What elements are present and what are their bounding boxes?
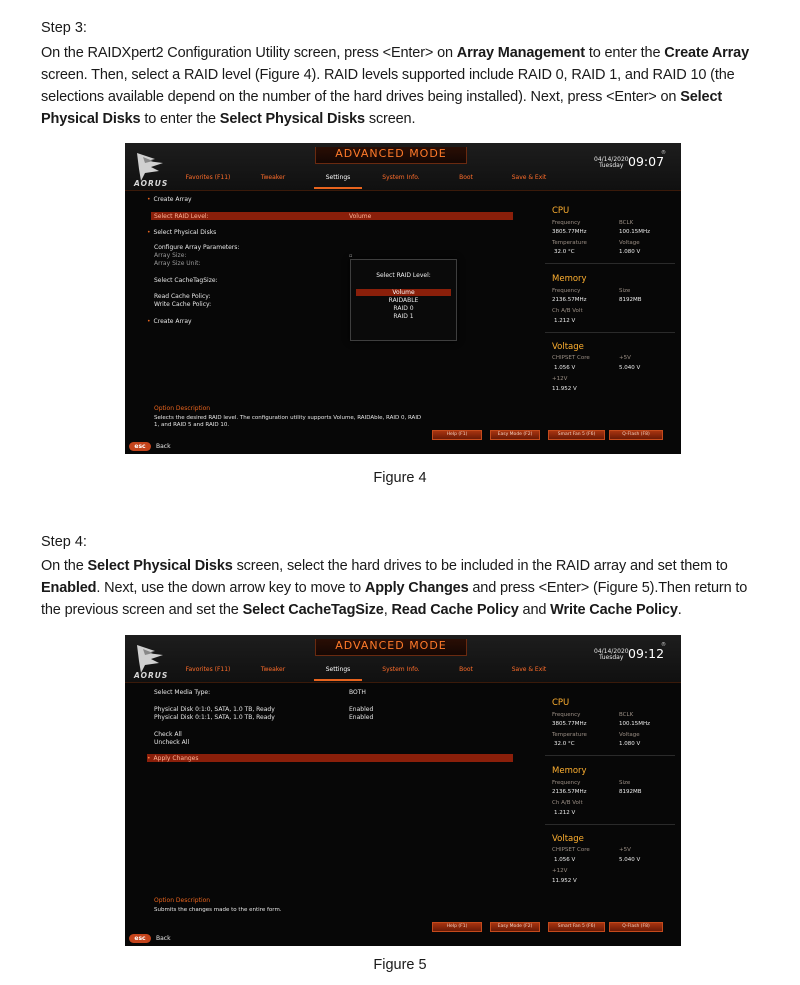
back-label: Back [156,443,171,450]
ch-ab-volt-label: Ch A/B Volt [552,800,583,806]
tab-favorites[interactable]: Favorites (F11) [185,174,231,181]
memory-section-title: Memory [552,766,587,776]
smart-fan-button[interactable]: Smart Fan 5 (F6) [548,430,605,440]
configure-array-parameters: Configure Array Parameters: [154,244,240,251]
smart-fan-button[interactable]: Smart Fan 5 (F6) [548,922,605,932]
plus12v-label: +12V [552,376,568,382]
select-media-type-value[interactable]: BOTH [349,689,366,696]
ch-ab-volt-value: 1.212 V [554,810,576,816]
memory-frequency-label: Frequency [552,780,581,786]
divider [545,824,675,825]
temperature-value: 32.0 °C [554,249,575,255]
figure5-caption: Figure 5 [373,957,427,973]
time-display: 09:12 [628,646,665,661]
chipset-core-label: CHIPSET Core [552,355,590,361]
back-label: Back [156,935,171,942]
plus12v-label: +12V [552,868,568,874]
tab-system-info[interactable]: System Info. [382,666,420,673]
registered-mark: ® [661,150,666,156]
step3-paragraph: On the RAIDXpert2 Configuration Utility screen, press <Enter> on Array Management to enter the Create Array screen. Then, select a RAID level (Figure 4). RAID levels supported include RAID 0, RAID 1, and RAID 10 (the selections available depend on the number of the hard drives being installed). Next, press <Enter> on Select Physical Disks to enter the Select Physical Disks screen. [41,45,749,127]
bios-screenshot-figure4 [125,143,681,454]
voltage-section-title: Voltage [552,342,584,352]
option-description-text: Selects the desired RAID level. The configuration utility supports Volume, RAIDAble, RAID 0, RAID 1, and RAID 5 and RAID 10. [154,415,422,428]
select-raid-level-label[interactable]: Select RAID Level: [154,213,209,220]
temperature-label: Temperature [552,240,587,246]
easy-mode-button[interactable]: Easy Mode (F2) [490,430,540,440]
tab-tweaker[interactable]: Tweaker [260,666,286,673]
memory-section-title: Memory [552,274,587,284]
tab-save-exit[interactable]: Save & Exit [511,174,547,181]
menu-item-create-array-action[interactable]: • Create Array [147,318,192,325]
menu-item-create-array-header[interactable]: • Create Array [147,196,192,203]
q-flash-button[interactable]: Q-Flash (F8) [609,922,663,932]
bclk-value: 100.15MHz [619,721,651,727]
memory-size-label: Size [619,780,631,786]
cpu-voltage-value: 1.080 V [619,741,641,747]
cpu-voltage-label: Voltage [619,732,640,738]
temperature-label: Temperature [552,732,587,738]
memory-size-label: Size [619,288,631,294]
plus12v-value: 11.952 V [552,878,577,884]
popup-option-raidable[interactable]: RAIDABLE [388,297,419,304]
temperature-value: 32.0 °C [554,741,575,747]
plus5v-label: +5V [619,355,631,361]
array-size-label[interactable]: Array Size: [154,252,187,259]
memory-frequency-value: 2136.57MHz [552,297,587,303]
cpu-voltage-value: 1.080 V [619,249,641,255]
popup-title: Select RAID Level: [376,272,431,279]
brand-logo: AORUS [134,671,169,680]
tab-boot[interactable]: Boot [459,666,473,673]
plus5v-value: 5.040 V [619,857,641,863]
popup-option-raid1[interactable]: RAID 1 [393,313,414,320]
check-all-item[interactable]: Check All [154,731,182,738]
cpu-frequency-value: 3805.77MHz [552,721,587,727]
step4-title: Step 4: [41,534,87,550]
esc-button[interactable]: esc [129,442,151,451]
bclk-label: BCLK [619,220,634,226]
help-button[interactable]: Help (F1) [432,922,482,932]
select-raid-level-value[interactable]: Volume [349,213,372,220]
registered-mark: ® [661,642,666,648]
memory-frequency-label: Frequency [552,288,581,294]
date-display: 04/14/2020 Tuesday [594,156,629,169]
popup-option-raid0[interactable]: RAID 0 [393,305,414,312]
chipset-core-label: CHIPSET Core [552,847,590,853]
brand-logo: AORUS [134,179,169,188]
select-cachetagsize-label[interactable]: Select CacheTagSize: [154,277,218,284]
step4-paragraph: On the Select Physical Disks screen, select the hard drives to be included in the RAID array and set them to Enabled. Next, use the down arrow key to move to Apply Changes and press <Enter> (Figure 5).Then return to the previous screen and set the Select CacheTagSize, Read Cache Policy and Write Cache Policy. [41,558,748,618]
step3-title: Step 3: [41,20,87,36]
voltage-section-title: Voltage [552,834,584,844]
option-description-title: Option Description [154,405,211,412]
tab-save-exit[interactable]: Save & Exit [511,666,547,673]
uncheck-all-item[interactable]: Uncheck All [154,739,190,746]
advanced-mode-title: ADVANCED MODE [315,639,467,656]
read-cache-policy-label[interactable]: Read Cache Policy: [154,293,211,300]
plus5v-label: +5V [619,847,631,853]
physical-disk-1-label[interactable]: Physical Disk 0:1:0, SATA, 1.0 TB, Ready [154,706,275,713]
easy-mode-button[interactable]: Easy Mode (F2) [490,922,540,932]
divider [545,332,675,333]
option-description-title: Option Description [154,897,211,904]
popup-option-volume[interactable]: Volume [356,289,451,296]
cpu-frequency-label: Frequency [552,712,581,718]
cpu-section-title: CPU [552,698,570,708]
selected-row-highlight [147,754,513,762]
divider [545,755,675,756]
time-display: 09:07 [628,154,665,169]
physical-disk-2-value[interactable]: Enabled [349,714,374,721]
tab-settings[interactable]: Settings [310,174,366,186]
memory-size-value: 8192MB [619,297,642,303]
chipset-core-value: 1.056 V [554,365,576,371]
date-display: 04/14/2020 Tuesday [594,648,629,661]
cpu-voltage-label: Voltage [619,240,640,246]
tab-favorites[interactable]: Favorites (F11) [185,666,231,673]
tab-system-info[interactable]: System Info. [382,174,420,181]
bclk-label: BCLK [619,712,634,718]
plus12v-value: 11.952 V [552,386,577,392]
memory-frequency-value: 2136.57MHz [552,789,587,795]
tab-settings[interactable]: Settings [310,666,366,678]
physical-disk-1-value[interactable]: Enabled [349,706,374,713]
memory-size-value: 8192MB [619,789,642,795]
raid-level-popup [350,259,457,341]
write-cache-policy-label[interactable]: Write Cache Policy: [154,301,212,308]
bclk-value: 100.15MHz [619,229,651,235]
bios-screenshot-figure5 [125,635,681,946]
ch-ab-volt-label: Ch A/B Volt [552,308,583,314]
tab-tweaker[interactable]: Tweaker [260,174,286,181]
divider [545,263,675,264]
cursor-marker: ▫ [349,253,353,259]
help-button[interactable]: Help (F1) [432,430,482,440]
cpu-frequency-value: 3805.77MHz [552,229,587,235]
figure4-caption: Figure 4 [373,470,427,486]
ch-ab-volt-value: 1.212 V [554,318,576,324]
array-size-unit-label[interactable]: Array Size Unit: [154,260,201,267]
chipset-core-value: 1.056 V [554,857,576,863]
cpu-frequency-label: Frequency [552,220,581,226]
apply-changes-item[interactable]: • Apply Changes [147,755,199,762]
select-media-type-label[interactable]: Select Media Type: [154,689,211,696]
esc-button[interactable]: esc [129,934,151,943]
option-description-text: Submits the changes made to the entire form. [154,907,282,913]
physical-disk-2-label[interactable]: Physical Disk 0:1:1, SATA, 1.0 TB, Ready [154,714,275,721]
q-flash-button[interactable]: Q-Flash (F8) [609,430,663,440]
tab-boot[interactable]: Boot [459,174,473,181]
plus5v-value: 5.040 V [619,365,641,371]
advanced-mode-title: ADVANCED MODE [315,147,467,164]
menu-item-select-physical-disks[interactable]: • Select Physical Disks [147,229,217,236]
cpu-section-title: CPU [552,206,570,216]
